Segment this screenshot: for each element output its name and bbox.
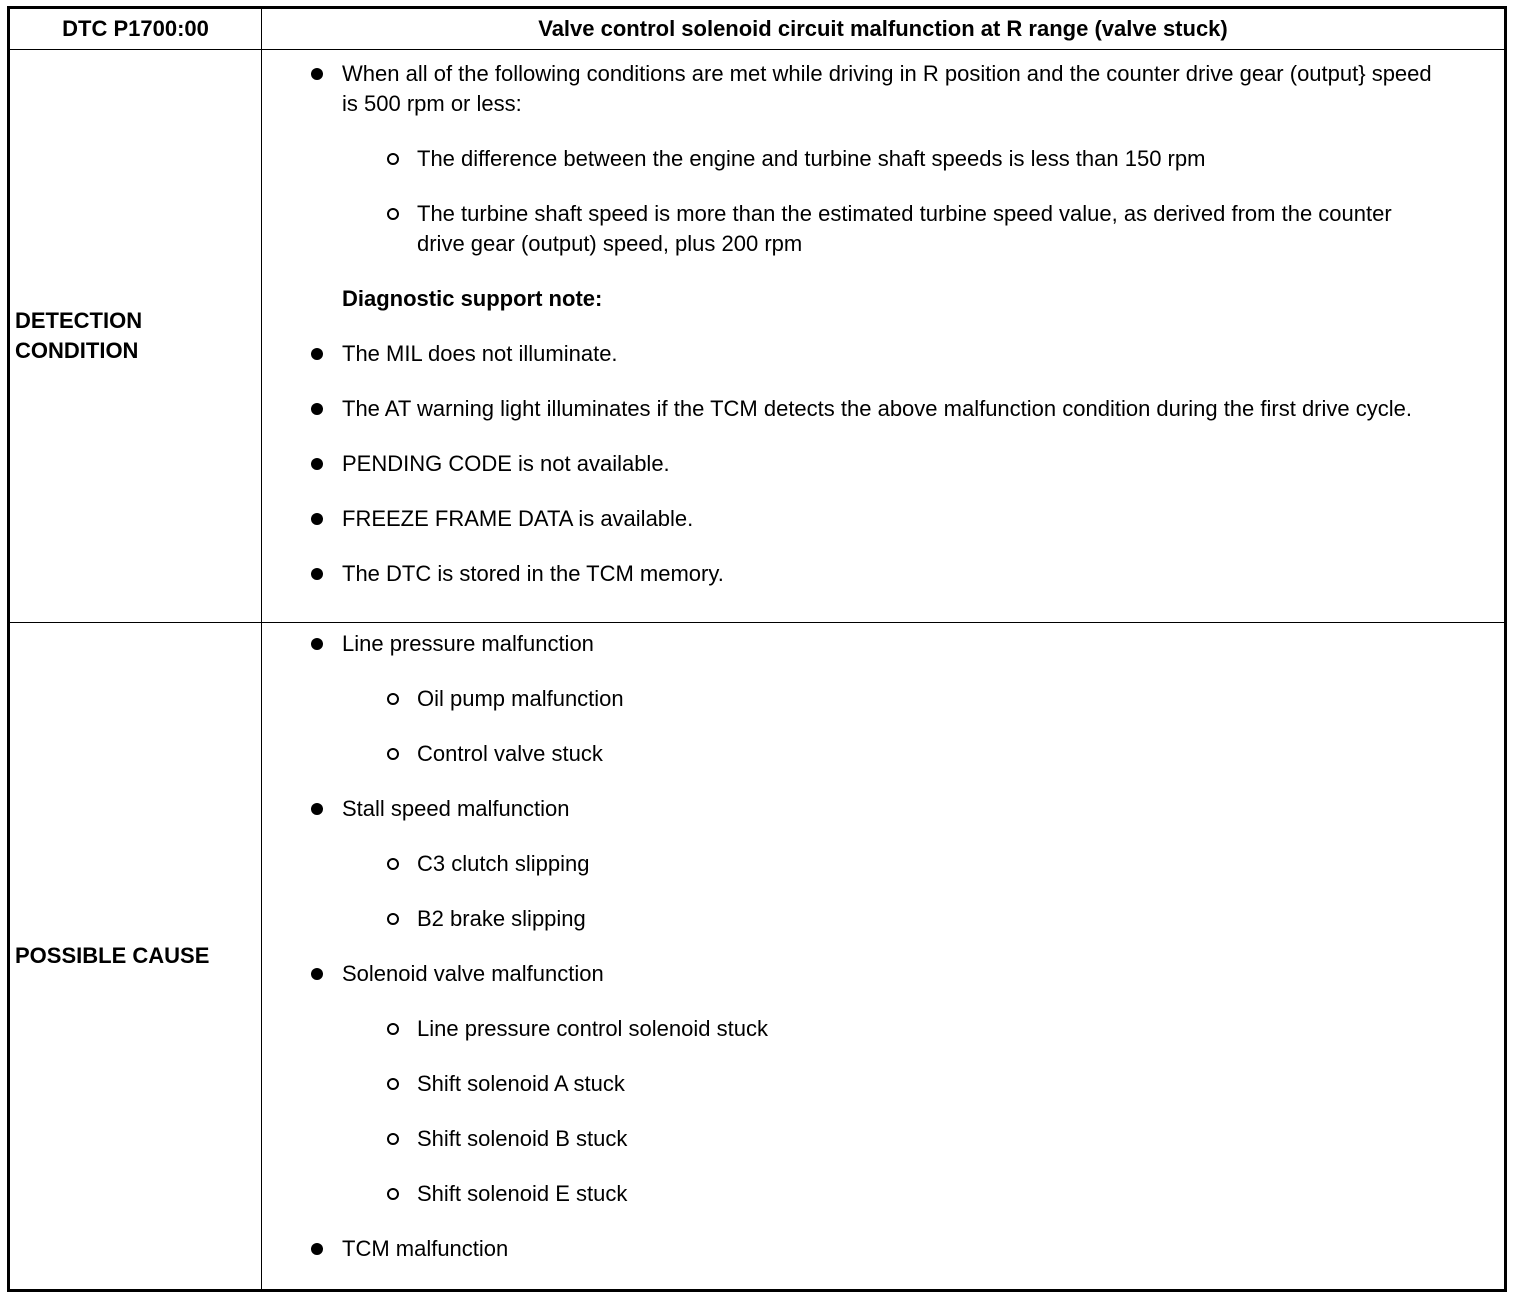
possible-cause-content xyxy=(262,623,1506,1291)
list-item: Solenoid valve malfunction xyxy=(262,959,1444,989)
header-row xyxy=(9,8,1506,50)
detection-label-line1: DETECTION xyxy=(15,308,143,333)
bullet-icon xyxy=(311,68,323,80)
detection-condition-label xyxy=(9,50,262,623)
list-item: The MIL does not illuminate. xyxy=(262,339,1444,369)
list-item: B2 brake slipping xyxy=(262,904,1444,934)
detection-condition-content xyxy=(262,50,1506,623)
list-item: The turbine shaft speed is more than the estimated turbine speed value, as derived from the counter drive gear (output) speed, plus 200 rpm xyxy=(262,199,1444,259)
bullet-icon xyxy=(311,1243,323,1255)
hollow-bullet-icon xyxy=(387,153,399,165)
bullet-icon xyxy=(311,458,323,470)
dtc-table xyxy=(7,6,1507,1292)
bullet-icon xyxy=(311,968,323,980)
bullet-icon xyxy=(311,568,323,580)
list-item: C3 clutch slipping xyxy=(262,849,1444,879)
list-item: FREEZE FRAME DATA is available. xyxy=(262,504,1444,534)
bullet-icon xyxy=(311,403,323,415)
diagnostic-note-heading: Diagnostic support note: xyxy=(342,286,603,311)
list-item: Stall speed malfunction xyxy=(262,794,1444,824)
list-item: Shift solenoid A stuck xyxy=(262,1069,1444,1099)
hollow-bullet-icon xyxy=(387,858,399,870)
hollow-bullet-icon xyxy=(387,748,399,760)
list-item: PENDING CODE is not available. xyxy=(262,449,1444,479)
bullet-icon xyxy=(311,348,323,360)
list-item: Shift solenoid E stuck xyxy=(262,1179,1444,1209)
hollow-bullet-icon xyxy=(387,1133,399,1145)
list-item: TCM malfunction xyxy=(262,1234,1444,1264)
bullet-icon xyxy=(311,513,323,525)
list-item: Control valve stuck xyxy=(262,739,1444,769)
dtc-code: DTC P1700:00 xyxy=(9,8,262,50)
list-item: Line pressure control solenoid stuck xyxy=(262,1014,1444,1044)
hollow-bullet-icon xyxy=(387,1078,399,1090)
list-item: Line pressure malfunction xyxy=(262,629,1444,659)
hollow-bullet-icon xyxy=(387,913,399,925)
bullet-icon xyxy=(311,638,323,650)
hollow-bullet-icon xyxy=(387,1023,399,1035)
list-item: The DTC is stored in the TCM memory. xyxy=(262,559,1444,589)
hollow-bullet-icon xyxy=(387,208,399,220)
hollow-bullet-icon xyxy=(387,1188,399,1200)
hollow-bullet-icon xyxy=(387,693,399,705)
list-item: The difference between the engine and turbine shaft speeds is less than 150 rpm xyxy=(262,144,1444,174)
detection-label-line2: CONDITION xyxy=(15,338,139,363)
dtc-title: Valve control solenoid circuit malfunction at R range (valve stuck) xyxy=(262,8,1506,50)
list-item: The AT warning light illuminates if the TCM detects the above malfunction condition during the first drive cycle. xyxy=(262,394,1444,424)
bullet-icon xyxy=(311,803,323,815)
detection-condition-row xyxy=(9,50,1506,623)
list-item: When all of the following conditions are met while driving in R position and the counter drive gear (output} speed is 500 rpm or less: xyxy=(262,59,1444,119)
possible-cause-label: POSSIBLE CAUSE xyxy=(9,623,262,1291)
list-item: Shift solenoid B stuck xyxy=(262,1124,1444,1154)
list-item: Oil pump malfunction xyxy=(262,684,1444,714)
possible-cause-row xyxy=(9,623,1506,1291)
